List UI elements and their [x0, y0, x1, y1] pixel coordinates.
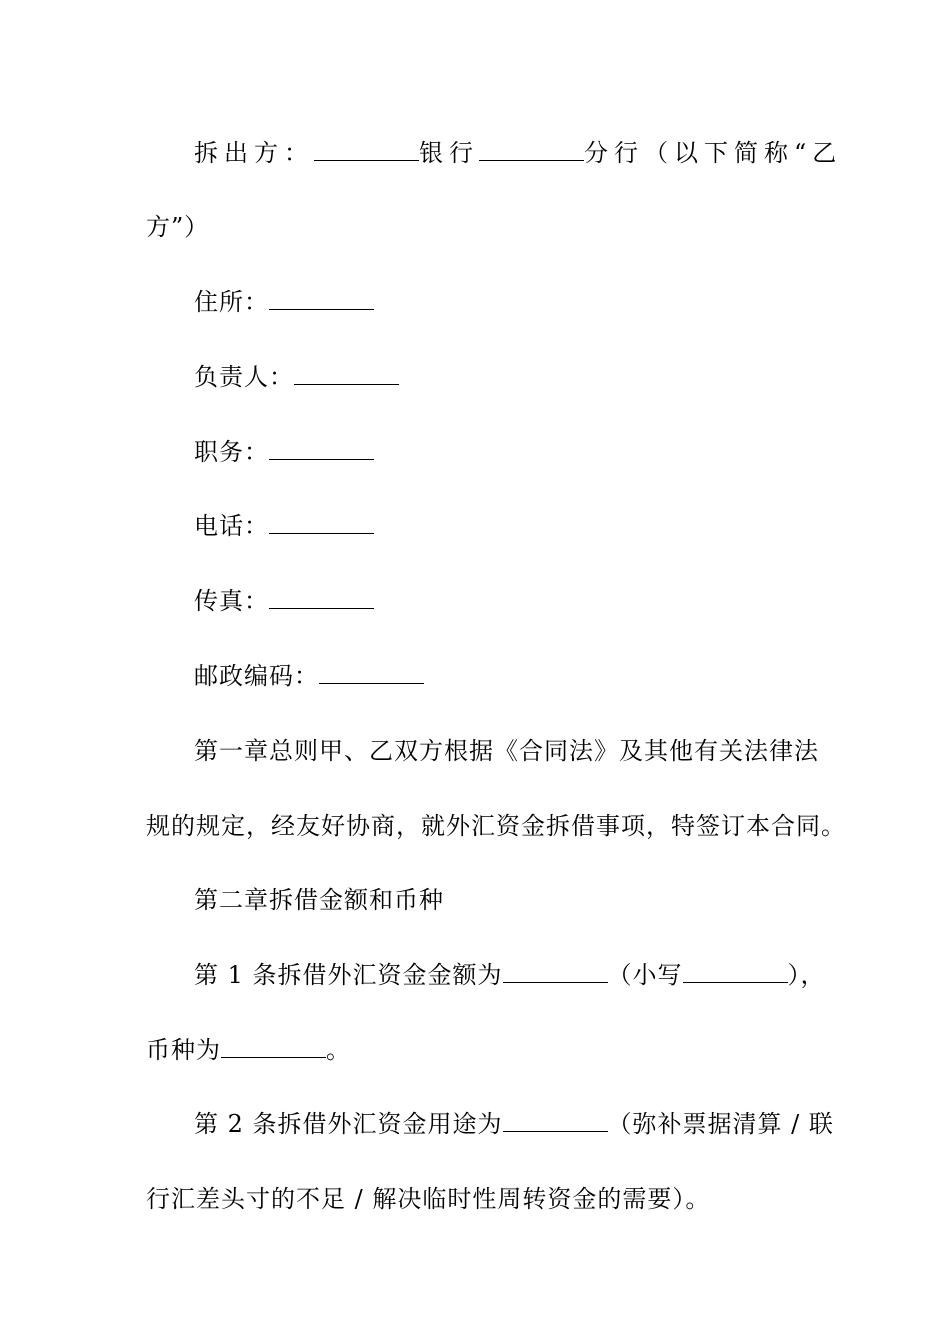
- party-b-line-2: 方”）: [146, 213, 210, 241]
- article1-line-2: [146, 1035, 351, 1065]
- branch-abbr-text: 分行（以下简称“乙: [584, 139, 843, 167]
- chapter2-title: 第二章拆借金额和币种: [194, 886, 444, 914]
- article2-line-2: 行汇差头寸的不足 / 解决临时性周转资金的需要）。: [146, 1185, 711, 1213]
- article1-text: 第 1 条拆借外汇资金金额为: [194, 961, 503, 989]
- phone-blank[interactable]: [269, 513, 374, 534]
- manager-blank[interactable]: [294, 364, 399, 385]
- purpose-options: （弥补票据清算 / 联: [607, 1110, 834, 1138]
- title-field: [194, 437, 374, 467]
- postcode-label: 邮政编码：: [194, 662, 319, 690]
- title-blank[interactable]: [269, 439, 374, 460]
- article2-text: 第 2 条拆借外汇资金用途为: [194, 1110, 503, 1138]
- manager-field: [194, 362, 399, 392]
- amount-lowercase-blank[interactable]: [683, 962, 788, 983]
- period: 。: [326, 1036, 351, 1064]
- title-label: 职务：: [194, 438, 269, 466]
- phone-field: [194, 511, 374, 541]
- closing-paren: ），: [787, 961, 826, 989]
- bank-name-blank[interactable]: [314, 140, 419, 161]
- bank-label: 银行: [419, 139, 479, 167]
- party-b-label: 拆出方：: [194, 139, 314, 167]
- article2-line-1: [194, 1109, 834, 1139]
- fax-label: 传真：: [194, 587, 269, 615]
- address-field: [194, 287, 374, 317]
- branch-name-blank[interactable]: [479, 140, 584, 161]
- address-blank[interactable]: [269, 289, 374, 310]
- manager-label: 负责人：: [194, 363, 294, 391]
- lowercase-label: （小写: [607, 961, 683, 989]
- amount-blank[interactable]: [503, 962, 608, 983]
- chapter1-line-1: 第一章总则甲、乙双方根据《合同法》及其他有关法律法: [194, 737, 819, 765]
- purpose-blank[interactable]: [503, 1111, 608, 1132]
- postcode-blank[interactable]: [319, 663, 424, 684]
- currency-label: 币种为: [146, 1036, 221, 1064]
- currency-blank[interactable]: [221, 1037, 326, 1058]
- fax-field: [194, 586, 374, 616]
- party-b-line-1: [194, 138, 842, 168]
- postcode-field: [194, 661, 424, 691]
- article1-line-1: [194, 960, 826, 990]
- chapter1-line-2: 规的规定，经友好协商，就外汇资金拆借事项，特签订本合同。: [146, 812, 846, 840]
- address-label: 住所：: [194, 288, 269, 316]
- phone-label: 电话：: [194, 512, 269, 540]
- fax-blank[interactable]: [269, 588, 374, 609]
